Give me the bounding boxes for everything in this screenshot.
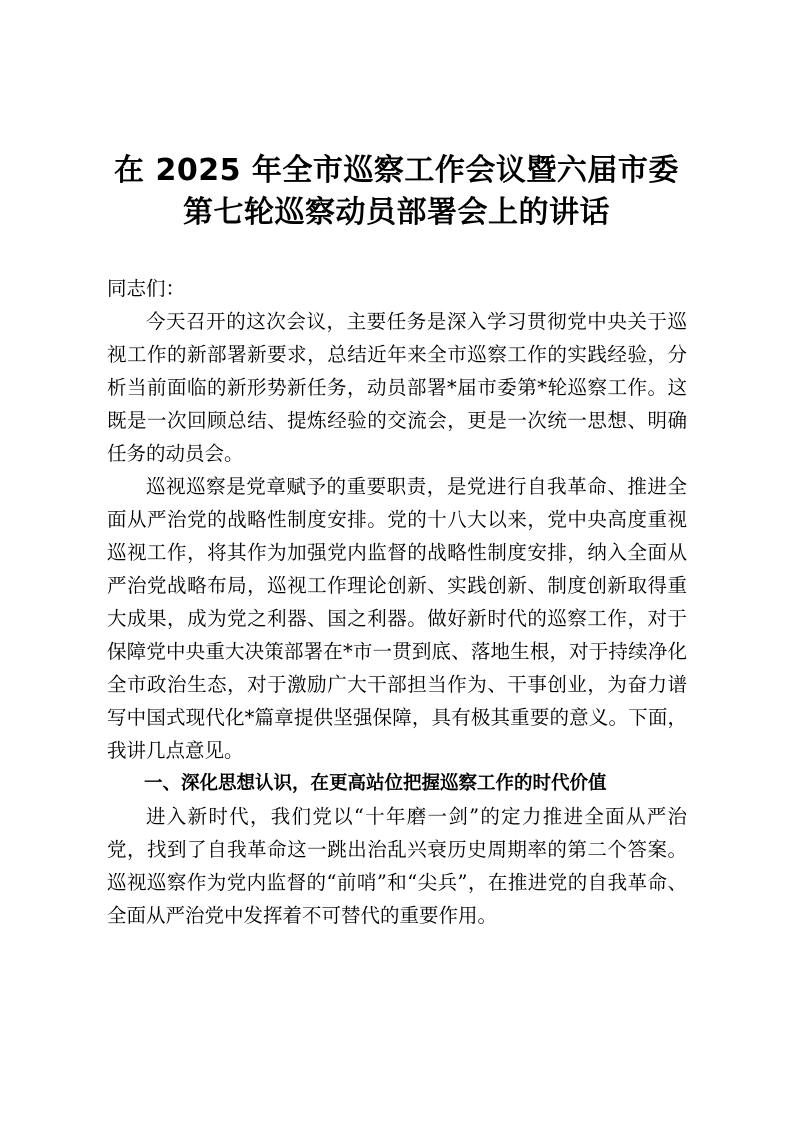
title-line-2: 第七轮巡察动员部署会上的讲话 (183, 195, 610, 230)
document-title (60, 150, 733, 234)
paragraph-3: 进入新时代，我们党以“十年磨一剑”的定力推进全面从严治党，找到了自我革命这一跳出治乱兴衰历史周期率的第二个答案。巡视巡察作为党内监督的“前哨”和“尖兵”，在推进党的自我革命、全面从严治党中发挥着不可替代的重要作用。 (107, 805, 687, 927)
section-heading-1: 一、深化思想认识，在更高站位把握巡察工作的时代价值 (144, 773, 607, 794)
document-body (107, 272, 687, 932)
paragraph-2: 巡视巡察是党章赋予的重要职责，是党进行自我革命、推进全面从严治党的战略性制度安排。党的十八大以来，党中央高度重视巡视工作，将其作为加强党内监督的战略性制度安排，纳入全面从严治党战略布局，巡视工作理论创新、实践创新、制度创新取得重大成果，成为党之利器、国之利器。做好新时代的巡察工作，对于保障党中央重大决策部署在*市一贯到底、落地生根，对于持续净化全市政治生态，对于激励广大干部担当作为、干事创业，为奋力谱写中国式现代化*篇章提供坚强保障，具有极其重要的意义。下面，我讲几点意见。 (107, 475, 687, 762)
paragraph-1: 今天召开的这次会议，主要任务是深入学习贯彻党中央关于巡视工作的新部署新要求，总结近年来全市巡察工作的实践经验，分析当前面临的新形势新任务，动员部署*届市委第*轮巡察工作。这既是一次回顾总结、提炼经验的交流会，更是一次统一思想、明确任务的动员会。 (107, 310, 687, 465)
title-line-1: 在 2025 年全市巡察工作会议暨六届市委 (114, 153, 679, 188)
salutation: 同志们： (107, 277, 186, 300)
